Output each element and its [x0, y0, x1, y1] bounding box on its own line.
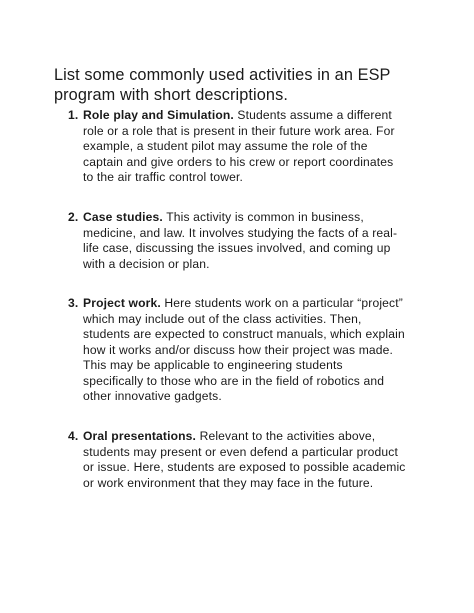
item-line: example, a student pilot may assume the role of the: [83, 139, 368, 153]
item-line: medicine, and law. It involves studying the facts of a real-: [83, 225, 398, 240]
item-line: with a decision or plan.: [83, 256, 210, 271]
item-line: which may include out of the class activities. Then,: [83, 311, 362, 326]
item-body: [68, 210, 424, 272]
item-line: captain and give orders to his crew or report coordinates: [83, 154, 394, 169]
item-line-text: Relevant to the activities above,: [196, 429, 376, 443]
item-body: [68, 296, 424, 405]
item-first-line: [83, 108, 424, 124]
item-number: 1.: [68, 108, 79, 122]
item-lead: Project work.: [83, 296, 161, 310]
item-lead: Role play and Simulation.: [83, 108, 234, 122]
item-line: specifically to those who are in the field of robotics and: [83, 373, 385, 388]
item-line: how it works and/or discuss how their project was made.: [83, 342, 394, 357]
list-item: [68, 108, 424, 186]
item-lead: Case studies.: [83, 210, 163, 224]
item-line: or work environment that they may face in the future.: [83, 475, 374, 490]
item-lead: Oral presentations.: [83, 429, 197, 443]
item-line: other innovative gadgets.: [83, 389, 222, 403]
title-line: List some commonly used activities in an ESP: [54, 66, 391, 84]
item-first-line: [83, 210, 424, 226]
item-line: This may be applicable to engineering students: [83, 358, 343, 372]
list-item: [68, 296, 424, 405]
item-body: [68, 108, 424, 186]
title-line: program with short descriptions.: [54, 85, 288, 104]
item-line-text: This activity is common in business,: [162, 210, 364, 224]
item-number: 2.: [68, 210, 79, 224]
item-body: [68, 429, 424, 491]
item-number: 4.: [68, 429, 79, 443]
item-line-text: Here students work on a particular “project”: [160, 296, 403, 310]
item-first-line: [83, 296, 424, 312]
item-line: life case, discussing the issues involved, and coming up: [83, 241, 391, 255]
item-first-line: [83, 429, 424, 445]
item-line: students are expected to construct manuals, which explain: [83, 327, 405, 341]
page-title: [54, 66, 434, 105]
item-line: or issue. Here, students are exposed to possible academic: [83, 460, 406, 474]
item-line: role or a role that is present in their future work area. For: [83, 123, 395, 138]
item-line-text: Students assume a different: [233, 108, 392, 122]
list-item: [68, 429, 424, 491]
item-number: 3.: [68, 296, 79, 310]
item-line: to the air traffic control tower.: [83, 170, 244, 184]
list-item: [68, 210, 424, 272]
item-line: students may present or even defend a particular product: [83, 444, 398, 459]
